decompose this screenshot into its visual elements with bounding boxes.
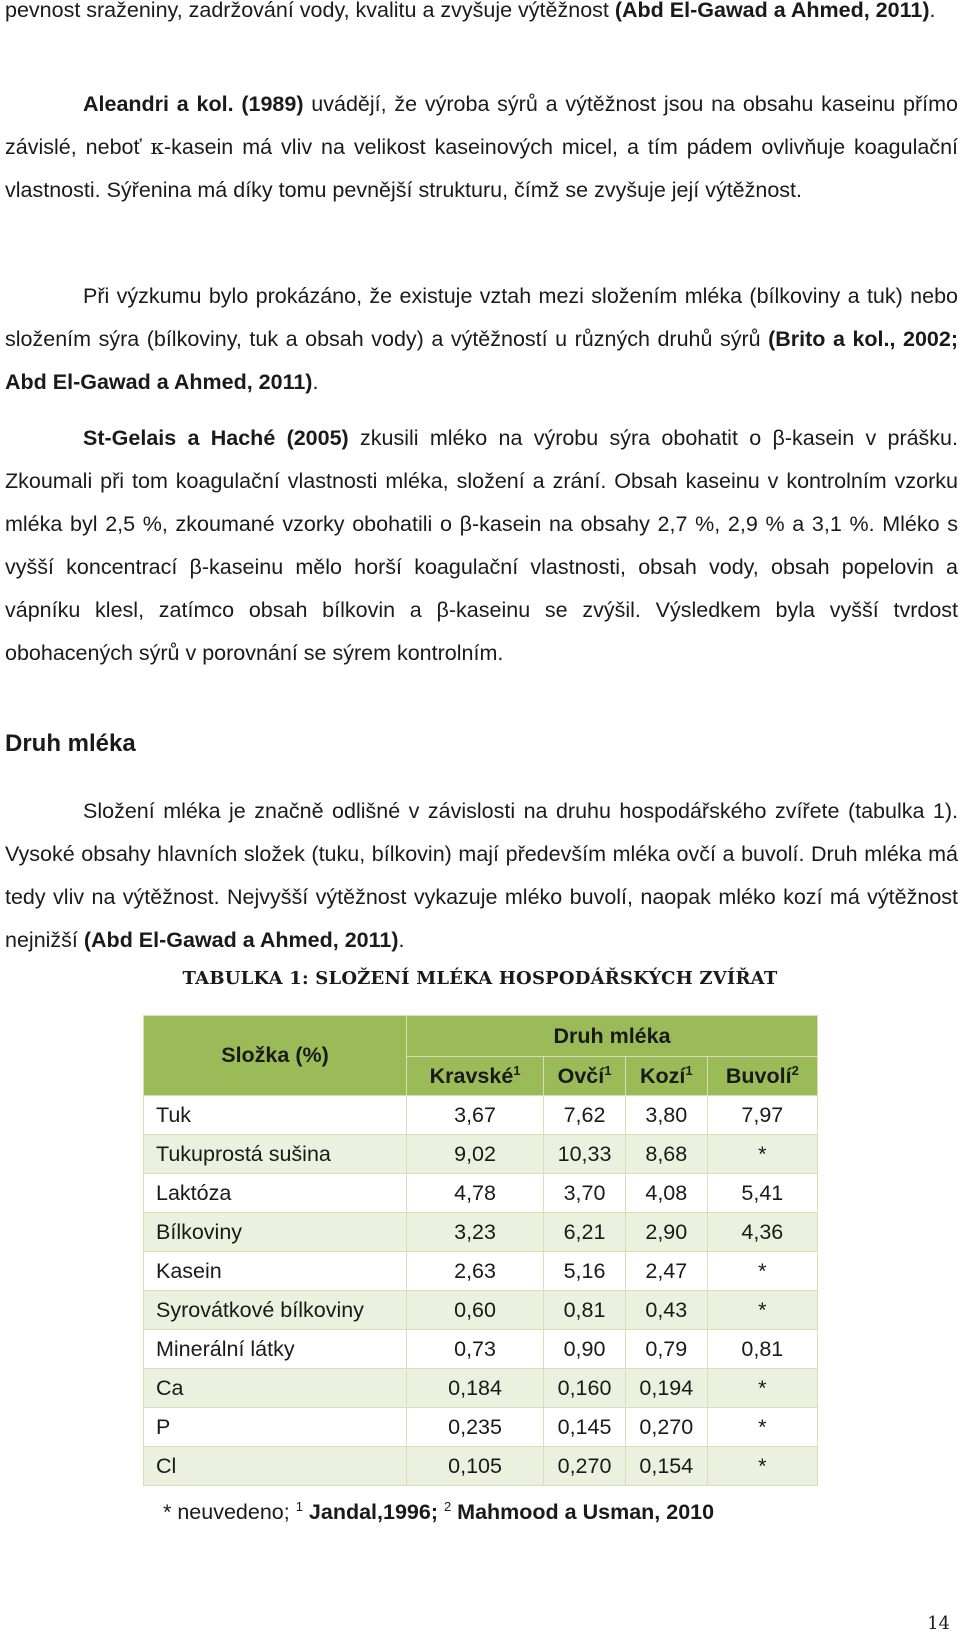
row-label: Minerální látky xyxy=(144,1330,407,1369)
table-cell: 9,02 xyxy=(407,1135,544,1174)
table-cell: 0,160 xyxy=(544,1369,626,1408)
kappa-symbol: κ xyxy=(150,135,164,160)
citation: (Brito a kol., 2002; Abd El-Gawad a Ahmed, 2011) xyxy=(5,327,958,394)
page-number: 14 xyxy=(927,1613,950,1634)
table-cell: * xyxy=(707,1291,817,1330)
row-label: Ca xyxy=(144,1369,407,1408)
column-header: Buvolí$^2$ xyxy=(707,1057,817,1096)
row-label: Kasein xyxy=(144,1252,407,1291)
table-cell: 0,81 xyxy=(544,1291,626,1330)
citation: St-Gelais a Haché (2005) xyxy=(83,426,349,450)
row-label: Cl xyxy=(144,1447,407,1486)
paragraph-text: . xyxy=(929,0,936,22)
table-row xyxy=(144,1174,818,1213)
table-cell: 0,154 xyxy=(625,1447,707,1486)
table-cell: 0,90 xyxy=(544,1330,626,1369)
paragraph-text: -kasein má vliv na velikost kaseinových micel, a tím pádem ovlivňuje koagulační vlastnosti. Sýřenina má díky tomu pevnější strukturu, čímž se zvyšuje její výtěžnost. xyxy=(5,135,959,202)
table-cell: 4,36 xyxy=(707,1213,817,1252)
row-label: P xyxy=(144,1408,407,1447)
table-row xyxy=(144,1291,818,1330)
table-cell: * xyxy=(707,1252,817,1291)
table-cell: 10,33 xyxy=(544,1135,626,1174)
paragraph-text: Při výzkumu bylo prokázáno, že existuje vztah mezi složením mléka (bílkoviny a tuk) nebo složením sýra (bílkoviny, tuk a obsah vody) a výtěžností u různých druhů sýrů xyxy=(5,284,958,351)
row-label: Tuk xyxy=(144,1096,407,1135)
table-cell: 0,184 xyxy=(407,1369,544,1408)
paragraph-text: . xyxy=(398,928,405,952)
citation: Aleandri a kol. (1989) xyxy=(83,92,304,116)
table-cell: 0,145 xyxy=(544,1408,626,1447)
table-footnote xyxy=(163,1500,714,1525)
table-cell: 2,90 xyxy=(625,1213,707,1252)
table-row xyxy=(144,1447,818,1486)
footnote-marker: 1 xyxy=(295,1498,303,1514)
table-cell: 0,270 xyxy=(544,1447,626,1486)
paragraph-3 xyxy=(5,275,958,404)
corner-header: Složka (%) xyxy=(144,1016,407,1096)
paragraph-text: Složení mléka je značně odlišné v závislosti na druhu hospodářského zvířete (tabulka 1). Vysoké obsahy hlavních složek (tuku, bílkovin) mají především mléka ovčí a buvolí. Druh mléka má tedy vliv na výtěžnost. Nejvyšší výtěžnost vykazuje mléko buvolí, naopak mléko kozí má výtěžnost nejnižší xyxy=(5,799,958,952)
section-heading: Druh mléka xyxy=(5,730,136,757)
paragraph-1 xyxy=(5,0,958,32)
footnote-marker: 2 xyxy=(443,1498,452,1514)
table-cell: * xyxy=(707,1135,817,1174)
table-cell: 0,194 xyxy=(625,1369,707,1408)
group-header: Druh mléka xyxy=(407,1016,818,1057)
table-cell: 0,235 xyxy=(407,1408,544,1447)
table-cell: 7,62 xyxy=(544,1096,626,1135)
table-row xyxy=(144,1252,818,1291)
citation: (Abd El-Gawad a Ahmed, 2011) xyxy=(83,928,399,952)
table-row xyxy=(144,1096,818,1135)
table-cell: * xyxy=(707,1408,817,1447)
table-caption: TABULKA 1: SLOŽENÍ MLÉKA HOSPODÁŘSKÝCH ZVÍŘAT xyxy=(182,968,778,989)
table-row xyxy=(144,1408,818,1447)
table-cell: 5,41 xyxy=(707,1174,817,1213)
table-cell: 2,47 xyxy=(625,1252,707,1291)
footnote-source: Jandal,1996; xyxy=(302,1500,444,1524)
paragraph-text: . xyxy=(312,370,319,394)
table-row xyxy=(144,1213,818,1252)
table-cell: * xyxy=(707,1369,817,1408)
table-cell: 0,81 xyxy=(707,1330,817,1369)
table-cell: * xyxy=(707,1447,817,1486)
table-cell: 3,70 xyxy=(544,1174,626,1213)
table-cell: 7,97 xyxy=(707,1096,817,1135)
footnote-source: Mahmood a Usman, 2010 xyxy=(451,1500,715,1524)
column-header: Ovčí$^1$ xyxy=(544,1057,626,1096)
row-label: Bílkoviny xyxy=(144,1213,407,1252)
table-cell: 2,63 xyxy=(407,1252,544,1291)
table-cell: 0,105 xyxy=(407,1447,544,1486)
table-row xyxy=(144,1135,818,1174)
table-cell: 4,08 xyxy=(625,1174,707,1213)
table-cell: 3,80 xyxy=(625,1096,707,1135)
paragraph-text: pevnost sraženiny, zadržování vody, kvalitu a zvyšuje výtěžnost xyxy=(5,0,615,22)
table-cell: 0,43 xyxy=(625,1291,707,1330)
citation: (Abd El-Gawad a Ahmed, 2011) xyxy=(614,0,930,22)
paragraph-text: zkusili mléko na výrobu sýra obohatit o β-kasein v prášku. Zkoumali při tom koagulační vlastnosti mléka, složení a zrání. Obsah kaseinu v kontrolním vzorku mléka byl 2,5 %, zkoumané vzorky obohatili o β-kasein na obsahy 2,7 %, 2,9 % a 3,1 %. Mléko s vyšší koncentrací β-kaseinu mělo horší koagulační vlastnosti, obsah vody, obsah popelovin a vápníku klesl, zatímco obsah bílkovin a β-kaseinu se zvýšil. Výsledkem byla vyšší tvrdost obohacených sýrů v porovnání se sýrem kontrolním. xyxy=(5,426,958,665)
table-cell: 5,16 xyxy=(544,1252,626,1291)
table-cell: 0,79 xyxy=(625,1330,707,1369)
table-cell: 4,78 xyxy=(407,1174,544,1213)
row-label: Syrovátkové bílkoviny xyxy=(144,1291,407,1330)
milk-composition-table xyxy=(143,1015,818,1486)
column-header: Kozí$^1$ xyxy=(625,1057,707,1096)
table-cell: 8,68 xyxy=(625,1135,707,1174)
table-cell: 3,67 xyxy=(407,1096,544,1135)
table-cell: 0,270 xyxy=(625,1408,707,1447)
row-label: Laktóza xyxy=(144,1174,407,1213)
row-label: Tukuprostá sušina xyxy=(144,1135,407,1174)
paragraph-text: uvádějí, že výroba sýrů a výtěžnost jsou na obsahu kaseinu přímo závislé, neboť xyxy=(5,92,958,159)
paragraph-4 xyxy=(5,417,958,675)
column-header: Kravské$^1$ xyxy=(407,1057,544,1096)
footnote-text: * neuvedeno; xyxy=(163,1500,296,1524)
table-cell: 6,21 xyxy=(544,1213,626,1252)
paragraph-5 xyxy=(5,790,958,962)
table-row xyxy=(144,1369,818,1408)
table-row xyxy=(144,1330,818,1369)
table-cell: 0,73 xyxy=(407,1330,544,1369)
paragraph-2 xyxy=(5,83,958,212)
table-cell: 3,23 xyxy=(407,1213,544,1252)
table-cell: 0,60 xyxy=(407,1291,544,1330)
